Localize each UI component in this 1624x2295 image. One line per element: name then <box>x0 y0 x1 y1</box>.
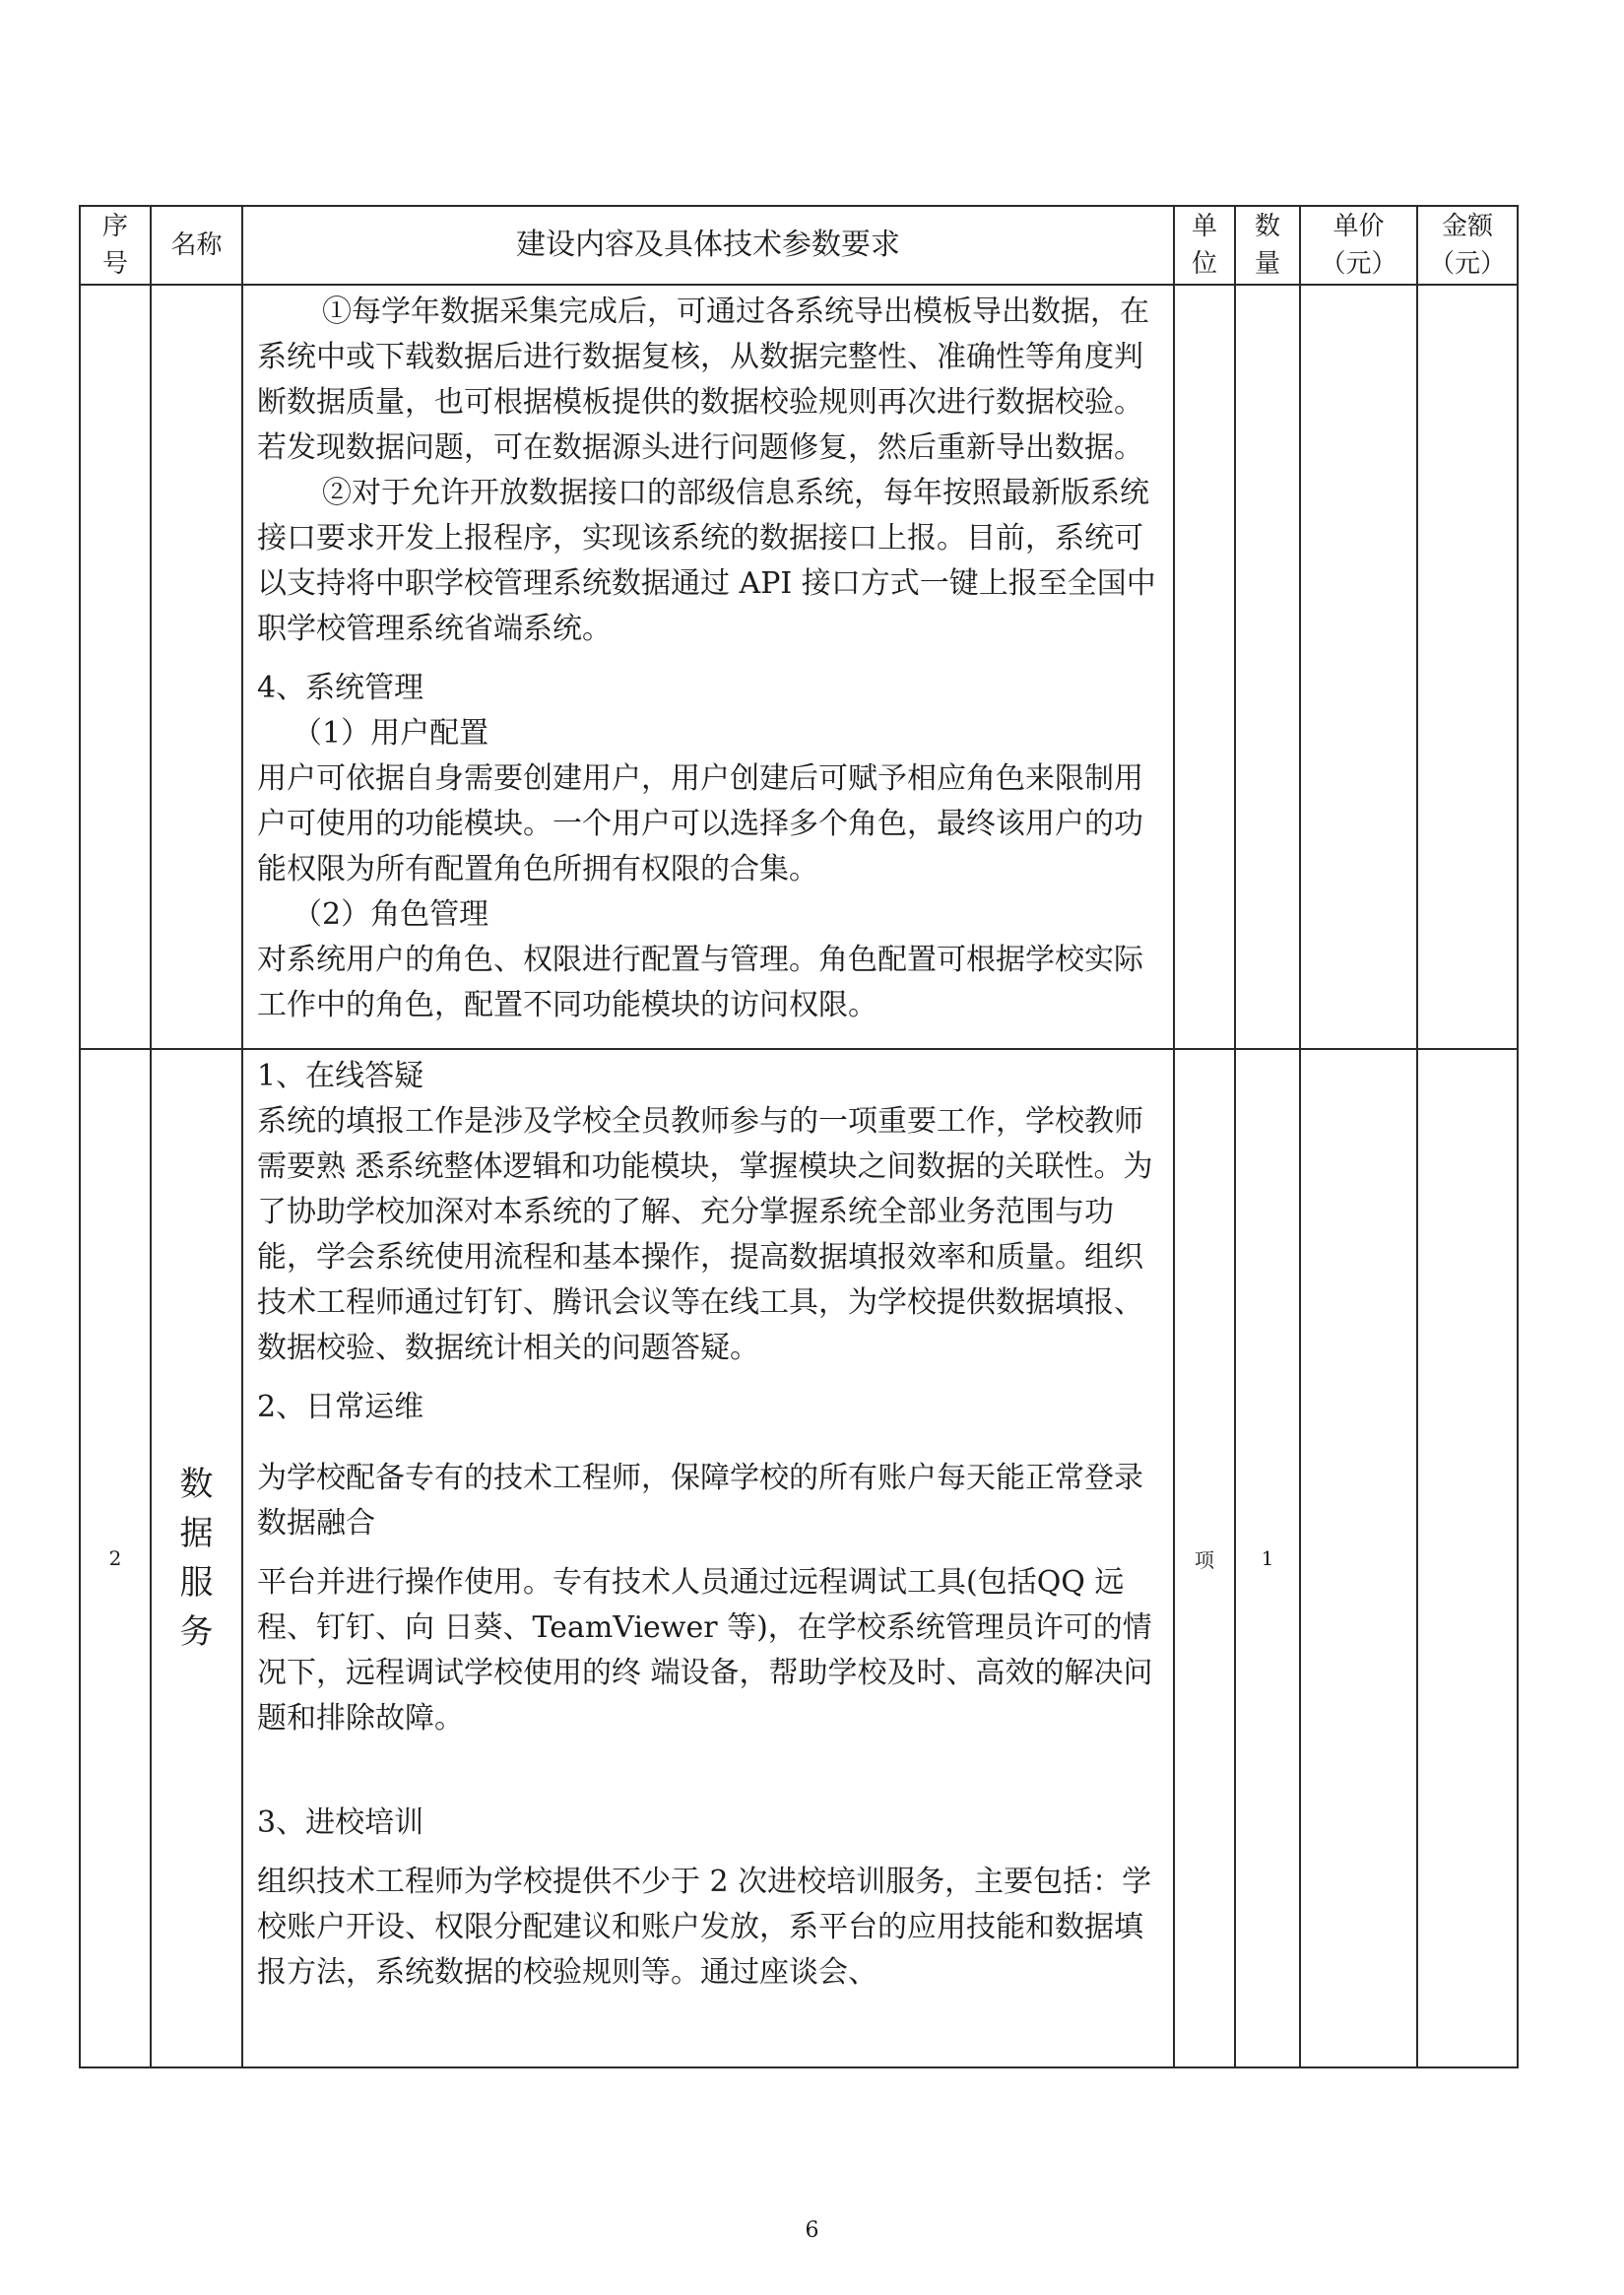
row2-s1-text: 系统的填报工作是涉及学校全员教师参与的一项重要工作，学校教师需要熟 悉系统整体逻辑和功能模块，掌握模块之间数据的关联性。为了协助学校加深对本系统的了解、充分掌握系统全部业务范围与功能，学会系统使用流程和基本操作，提高数据填报效率和质量。组织技术工程师通过钉钉、腾讯会议等在线工具，为学校提供数据填报、数据校验、数据统计相关的问题答疑。 <box>257 1104 1153 1365</box>
row1-content <box>242 285 1174 1049</box>
row2-name: 数 据 服 务 <box>151 1049 242 2067</box>
row1-section-title: 4、系统管理 <box>257 671 424 705</box>
table-row-2 <box>80 1049 1518 2067</box>
row2-content <box>242 1049 1174 2067</box>
row1-amount <box>1417 285 1518 1049</box>
header-qty: 数 量 <box>1235 206 1300 285</box>
header-unit: 单 位 <box>1174 206 1235 285</box>
row1-sub1-title: （1）用户配置 <box>292 716 489 751</box>
row1-name <box>151 285 242 1049</box>
row2-s2-text1: 为学校配备专有的技术工程师，保障学校的所有账户每天能正常登录数据融合 <box>257 1461 1143 1541</box>
row1-paragraph-2: ②对于允许开放数据接口的部级信息系统，每年按照最新版系统接口要求开发上报程序，实现该系统的数据接口上报。目前，系统可以支持将中职学校管理系统数据通过 API 接口方式一键上报至全国中职学校管理系统省端系统。 <box>257 476 1156 646</box>
row1-seq <box>80 285 151 1049</box>
row1-qty <box>1235 285 1300 1049</box>
header-row <box>80 206 1518 285</box>
row2-s3-title: 3、进校培训 <box>257 1805 424 1840</box>
row1-sub2-title: （2）角色管理 <box>292 897 489 932</box>
header-amount: 金额 （元） <box>1417 206 1518 285</box>
row2-qty: 1 <box>1235 1049 1300 2067</box>
header-content: 建设内容及具体技术参数要求 <box>242 206 1174 285</box>
row2-s2-text2: 平台并进行操作使用。专有技术人员通过远程调试工具(包括QQ 远程、钉钉、向 日葵、TeamViewer 等)，在学校系统管理员许可的情况下，远程调试学校使用的终 端设备，帮助学校及时、高效的解决问题和排除故障。 <box>257 1565 1153 1736</box>
row2-seq: 2 <box>80 1049 151 2067</box>
header-seq: 序 号 <box>80 206 151 285</box>
spec-table <box>79 205 1519 2068</box>
row1-price <box>1300 285 1417 1049</box>
row2-price <box>1300 1049 1417 2067</box>
row2-amount <box>1417 1049 1518 2067</box>
row2-s3-text: 组织技术工程师为学校提供不少于 2 次进校培训服务，主要包括：学校账户开设、权限分配建议和账户发放，系平台的应用技能和数据填报方法，系统数据的校验规则等。通过座谈会、 <box>257 1865 1152 1990</box>
row1-sub2-text: 对系统用户的角色、权限进行配置与管理。角色配置可根据学校实际工作中的角色，配置不同功能模块的访问权限。 <box>257 943 1143 1022</box>
row2-unit: 项 <box>1174 1049 1235 2067</box>
row2-s1-title: 1、在线答疑 <box>257 1059 424 1093</box>
row1-sub1-text: 用户可依据自身需要创建用户，用户创建后可赋予相应角色来限制用户可使用的功能模块。一个用户可以选择多个角色，最终该用户的功能权限为所有配置角色所拥有权限的合集。 <box>257 761 1143 886</box>
row2-s2-title: 2、日常运维 <box>257 1390 424 1424</box>
header-name: 名称 <box>151 206 242 285</box>
table-row-1 <box>80 285 1518 1049</box>
row1-unit <box>1174 285 1235 1049</box>
page-number: 6 <box>805 2218 819 2243</box>
header-price: 单价 （元） <box>1300 206 1417 285</box>
row1-paragraph-1: ①每学年数据采集完成后，可通过各系统导出模板导出数据，在系统中或下载数据后进行数据复核，从数据完整性、准确性等角度判断数据质量，也可根据模板提供的数据校验规则再次进行数据校验。若发现数据问题，可在数据源头进行问题修复，然后重新导出数据。 <box>257 295 1149 465</box>
